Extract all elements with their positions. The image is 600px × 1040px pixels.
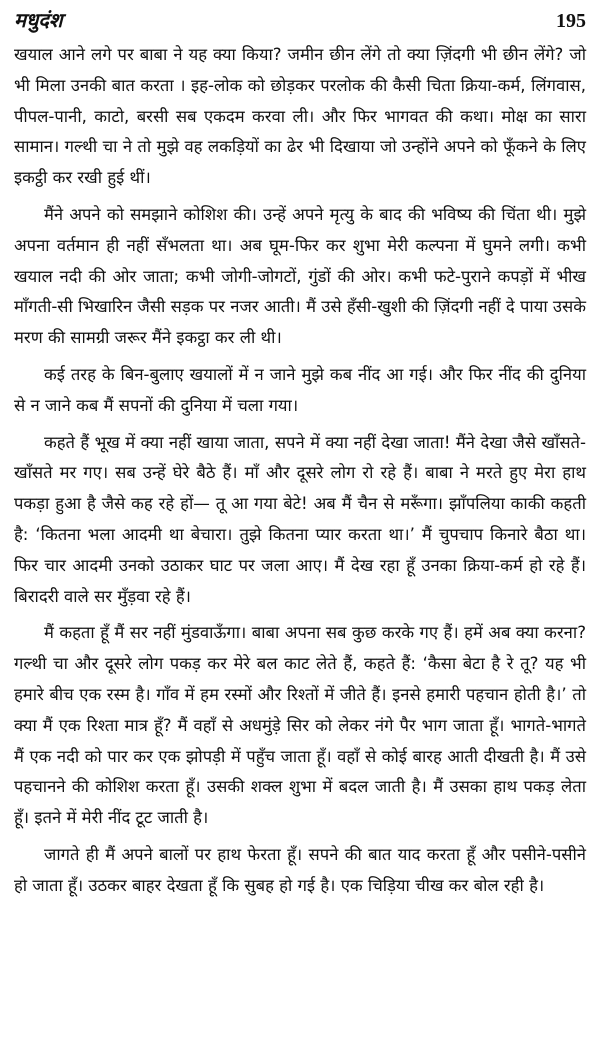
paragraph-5: मैं कहता हूँ मैं सर नहीं मुंडवाऊँगा। बाबा अपना सब कुछ करके गए हैं। हमें अब क्या करना? गल्थी चा और दूसरे लोग पकड़ कर मेरे बल काट लेते हैं, कहते हैं: ‘कैसा बेटा है रे तू? यह भी हमारे बीच एक रस्म है। गाँव में हम रस्मों और रिश्तों में जीते हैं। इनसे हमारी पहचान होती है।’ तो क्या मैं एक रिश्ता मात्र हूँ? मैं वहाँ से अधमुंड़े सिर को लेकर नंगे पैर भाग जाता हूँ। भागते-भागते मैं एक नदी को पार कर एक झोपड़ी में पहुँच जाता हूँ। वहाँ से कोई बारह आती दीखती है। मैं उसे पहचानने की कोशिश करता हूँ। उसकी शक्ल शुभा में बदल जाती है। मैं उसका हाथ पकड़ लेता हूँ। इतने में मेरी नींद टूट जाती है।	[14, 623, 586, 828]
page-number: 195	[556, 10, 586, 32]
paragraph-3: कई तरह के बिन-बुलाए खयालों में न जाने मुझे कब नींद आ गई। और फिर नींद की दुनिया से न जाने कब मैं सपनों की दुनिया में चला गया।	[14, 364, 586, 415]
running-head	[14, 6, 586, 40]
paragraph-2: मैंने अपने को समझाने कोशिश की। उन्हें अपने मृत्यु के बाद की भविष्य की चिंता थी। मुझे अपना वर्तमान ही नहीं सँभलता था। अब घूम-फिर कर शुभा मेरी कल्पना में घुमने लगी। कभी खयाल नदी की ओर जाता; कभी जोगी-जोगटों, गुंडों की ओर। कभी फटे-पुराने कपड़ों में भीख माँगती-सी भिखारिन जैसी सड़क पर नजर आती। मैं उसे हँसी-खुशी की ज़िंदगी नहीं दे पाया उसके मरण की सामग्री जरूर मैंने इकट्ठा कर ली थी।	[14, 204, 586, 348]
paragraph-1: खयाल आने लगे पर बाबा ने यह क्या किया? जमीन छीन लेंगे तो क्या ज़िंदगी भी छीन लेंगे? जो भी मिला उनकी बात करता । इह-लोक को छोड़कर परलोक की कैसी चिता क्रिया-कर्म, लिंगवास, पीपल-पानी, काटो, बरसी सब एकदम करवा ली। और फिर भागवत की कथा। मोक्ष का सारा सामान। गल्थी चा ने तो मुझे वह लकड़ियों का ढेर भी दिखाया जो उन्होंने अपने को फूँकने के लिए इकट्ठी कर रखी हुई थीं।	[14, 45, 586, 188]
paragraph-6: जागते ही मैं अपने बालों पर हाथ फेरता हूँ। सपने की बात याद करता हूँ और पसीने-पसीने हो जाता हूँ। उठकर बाहर देखता हूँ कि सुबह हो गई है। एक चिड़िया चीख कर बोल रही है।	[14, 844, 586, 895]
header-title: मधुदंश	[14, 8, 63, 32]
paragraph-4: कहते हैं भूख में क्या नहीं खाया जाता, सपने में क्या नहीं देखा जाता! मैंने देखा जैसे खाँसते-खाँसते मर गए। सब उन्हें घेरे बैठे हैं। माँ और दूसरे लोग रो रहे हैं। बाबा ने मरते हुए मेरा हाथ पकड़ा हुआ है जैसे कह रहे हों— तू आ गया बेटे! अब मैं चैन से मरूँगा। झाँपलिया काकी कहती है: ‘कितना भला आदमी था बेचारा। तुझे कितना प्यार करता था।’ मैं चुपचाप किनारे बैठा था। फिर चार आदमी उनको उठाकर घाट पर जला आए। मैं देख रहा हूँ उनका क्रिया-कर्म हो रहे हैं। बिरादरी वाले सर मुँड़वा रहे हैं।	[14, 432, 586, 606]
